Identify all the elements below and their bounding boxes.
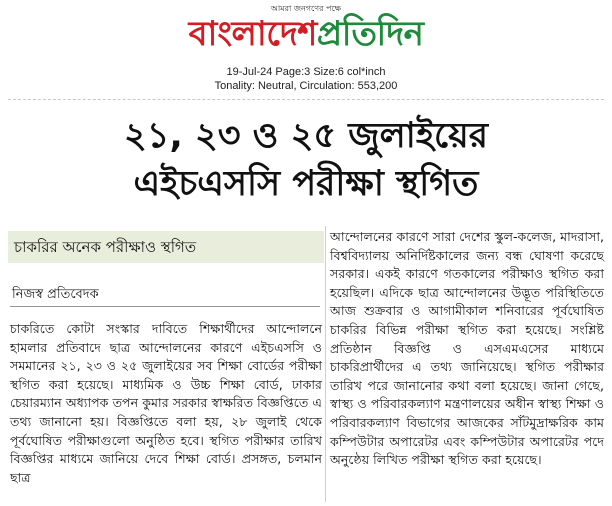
article-column-1: চাকরিতে কোটা সংস্কার দাবিতে শিক্ষার্থীদের আন্দোলনে হামলার প্রতিবাদে ছাত্র আন্দোলনের কারণে এইচএসসি ও সমমানের ২১, ২৩ ও ২৫ জুলাইয়ের সব শিক্ষা বোর্ডের পরীক্ষা স্থগিত করা হয়েছে। মাধ্যমিক ও উচ্চ শিক্ষা বোর্ড, ঢাকার চেয়ারম্যান অধ্যাপক তপন কুমার সরকার স্বাক্ষরিত বিজ্ঞপ্তিতে এ তথ্য জানানো হয়। বিজ্ঞপ্তিতে বলা হয়, ২৮ জুলাই থেকে পূর্বঘোষিত পরীক্ষাগুলো অনুষ্ঠিত হবে। স্থগিত পরীক্ষার তারিখ বিজ্ঞপ্তির মাধ্যমে জানিয়ে দেবে শিক্ষা বোর্ড। প্রসঙ্গত, চলমান ছাত্র (10, 321, 322, 485)
headline-line1: ২১, ২৩ ও ২৫ জুলাইয়ের (124, 116, 488, 156)
masthead-tagline: আমরা জনগণের পক্ষে (270, 4, 342, 13)
masthead-title-part2: প্রতিদিন (316, 14, 424, 54)
header-divider (8, 99, 604, 100)
headline-line2: এইচএসসি পরীক্ষা স্থগিত (133, 164, 479, 204)
masthead-title-part1: বাংলাদেশ (188, 14, 317, 54)
subheadline: চাকরির অনেক পরীক্ষাও স্থগিত (14, 238, 197, 256)
byline: নিজস্ব প্রতিবেদক (12, 287, 99, 302)
byline-divider (10, 306, 320, 307)
clipping-info-line1: 19-Jul-24 Page:3 Size:6 col*inch (226, 66, 386, 78)
clipping-info-line2: Tonality: Neutral, Circulation: 553,200 (214, 80, 398, 92)
newspaper-masthead (0, 10, 612, 58)
article-column-2: আন্দোলনের কারণে সারা দেশের স্কুল-কলেজ, মাদরাসা, বিশ্ববিদ্যালয় অনির্দিষ্টকালের জন্য বন্ধ ঘোষণা করেছে সরকার। একই কারণে গতকালের পরীক্ষাও স্থগিত করা হয়েছিল। এদিকে ছাত্র আন্দোলনের উদ্ভূত পরিস্থিতিতে আজ শুক্রবার ও আগামীকাল শনিবারের পূর্বঘোষিত চাকরির বিভিন্ন পরীক্ষা স্থগিত করা হয়েছে। সংশ্লিষ্ট প্রতিষ্ঠান বিজ্ঞপ্তি ও এসএমএসের মাধ্যমে চাকরিপ্রার্থীদের এ তথ্য জানিয়েছে। স্থগিত পরীক্ষার তারিখ পরে জানানোর কথা বলা হয়েছে। জানা গেছে, স্বাস্থ্য ও পরিবারকল্যাণ মন্ত্রণালয়ের অধীন স্বাস্থ্য শিক্ষা ও পরিবারকল্যাণ বিভাগের আজকের সাঁটমুদ্রাক্ষরিক কাম কম্পিউটার অপারেটর এবং কম্পিউটার অপারেটর পদে অনুষ্ঠেয় লিখিত পরীক্ষা স্থগিত করা হয়েছে। (330, 229, 604, 468)
column-divider (325, 226, 326, 502)
